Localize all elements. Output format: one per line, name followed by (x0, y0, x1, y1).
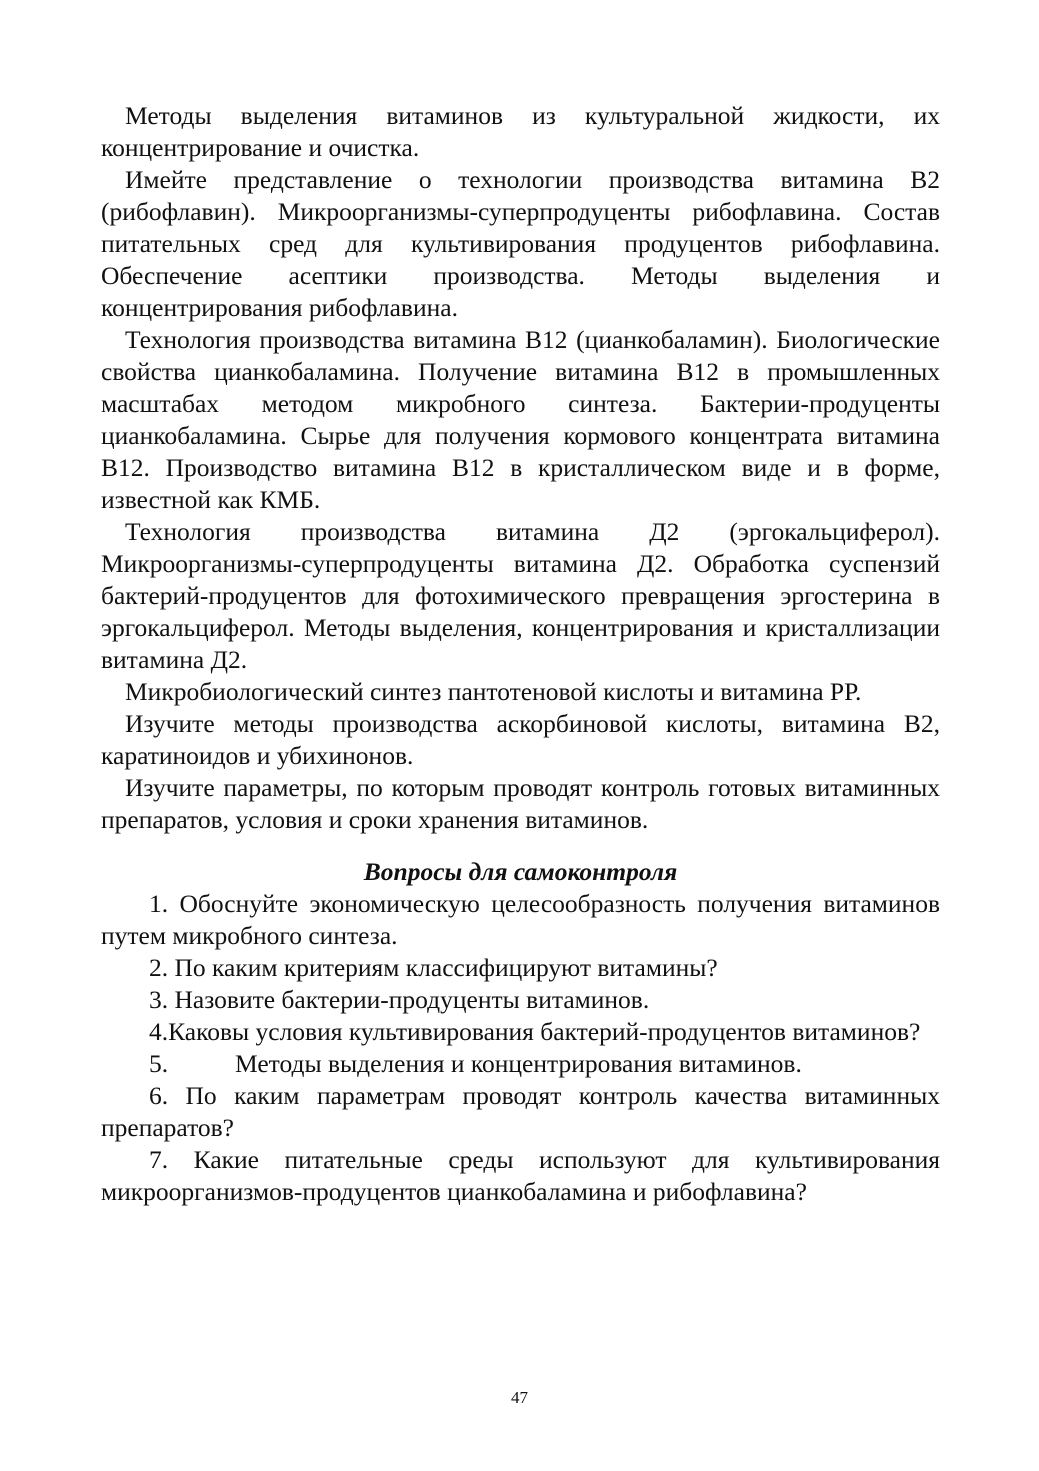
page-number: 47 (511, 1388, 528, 1407)
question-text: По каким параметрам проводят контроль качества витаминных препаратов? (101, 1081, 940, 1142)
question-item (101, 1016, 940, 1048)
question-item (101, 1080, 940, 1144)
question-item (101, 1144, 940, 1208)
page-content (101, 100, 940, 1208)
question-item (101, 1048, 940, 1080)
question-number: 5. (149, 1049, 169, 1078)
question-text: Обоснуйте экономическую целесообразность получения витаминов путем микробного синтеза. (101, 889, 940, 950)
question-text: Методы выделения и концентрирования витаминов. (235, 1049, 802, 1078)
question-text: Какие питательные среды используют для культивирования микроорганизмов-продуцентов цианкобаламина и рибофлавина? (101, 1145, 941, 1206)
paragraph-isolation-methods: Методы выделения витаминов из культуральной жидкости, их концентрирование и очистка. (101, 101, 940, 162)
question-text: Назовите бактерии-продуценты витаминов. (174, 985, 650, 1014)
question-item (101, 984, 940, 1016)
question-number: 1. (149, 889, 169, 918)
paragraph-riboflavin: Имейте представление о технологии производства витамина В2 (рибофлавин). Микроорганизмы-суперпродуценты рибофлавина. Состав питательных сред для культивирования продуцентов рибофлавина. Обеспечение асептики производства. Методы выделения и концентрирования рибофлавина. (101, 165, 940, 322)
question-number: 3. (149, 985, 169, 1014)
paragraph-cyanocobalamin: Технология производства витамина В12 (цианкобаламин). Биологические свойства цианкобаламина. Получение витамина В12 в промышленных масштабах методом микробного синтеза. Бактерии-продуценты цианкобаламина. Сырье для получения кормового концентрата витамина В12. Производство витамина В12 в кристаллическом виде и в форме, известной как КМБ. (101, 325, 940, 514)
question-number: 6. (149, 1081, 169, 1110)
paragraph-quality-control: Изучите параметры, по которым проводят контроль готовых витаминных препаратов, условия и сроки хранения витаминов. (101, 773, 940, 834)
question-item (101, 888, 940, 952)
question-item (101, 952, 940, 984)
paragraph-pantothenic: Микробиологический синтез пантотеновой кислоты и витамина РР. (125, 677, 862, 706)
paragraph-ergocalciferol: Технология производства витамина Д2 (эргокальциферол). Микроорганизмы-суперпродуценты витамина Д2. Обработка суспензий бактерий-продуцентов для фотохимического превращения эргостерина в эргокальциферол. Методы выделения, концентрирования и кристаллизации витамина Д2. (101, 517, 940, 674)
question-text: Каковы условия культивирования бактерий-продуцентов витаминов? (168, 1017, 921, 1046)
section-heading: Вопросы для самоконтроля (363, 857, 678, 886)
question-list (101, 888, 940, 1208)
question-number: 2. (149, 953, 169, 982)
question-text: По каким критериям классифицируют витамины? (174, 953, 718, 982)
question-number: 7. (149, 1145, 169, 1174)
paragraph-ascorbic: Изучите методы производства аскорбиновой кислоты, витамина В2, каратиноидов и убихинонов. (101, 709, 940, 770)
question-number: 4. (149, 1017, 169, 1046)
